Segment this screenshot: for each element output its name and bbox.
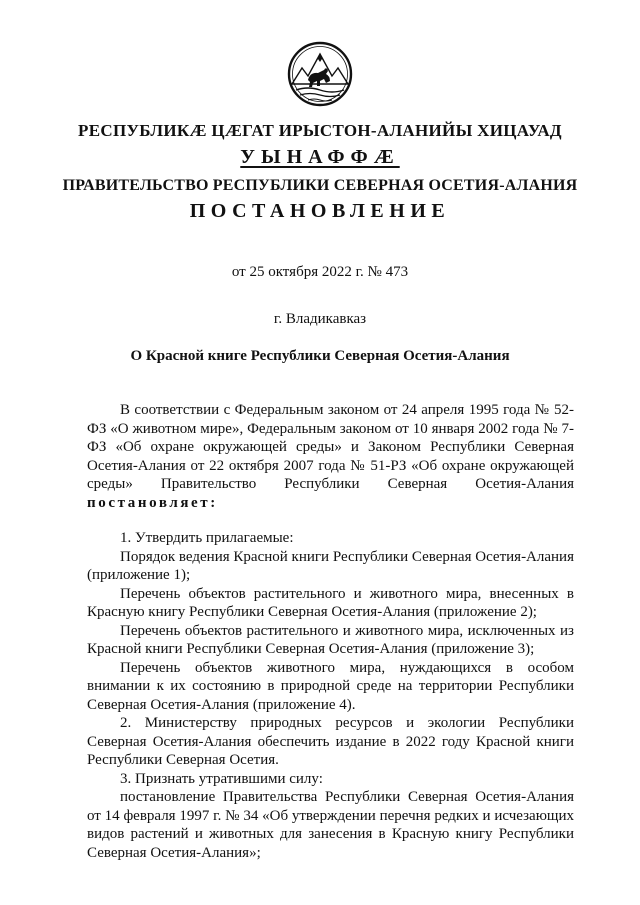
item-3-repealed-act: постановление Правительства Республики Северная Осетия-Алания от 14 февраля 1997 г. № 34 «Об утверждении перечня редких и исчезающих видов растений и животных для занесения в Красную книгу Республики Северная Осетия-Алания»; [87,789,574,861]
item-1-appendix-1: Порядок ведения Красной книги Республики Северная Осетия-Алания (приложение 1); [87,548,574,583]
decree-subject: О Красной книге Республики Северная Осетия-Алания [130,348,510,364]
item-1-appendix-2: Перечень объектов растительного и животного мира, внесенных в Красную книгу Республики Северная Осетия-Алания (приложение 2); [87,585,574,620]
item-1-appendix-4: Перечень объектов животного мира, нуждающихся в особом внимании к их состоянию в природной среде на территории Республики Северная Осетия-Алания (приложение 4). [87,659,574,713]
russian-decree-title: ПОСТАНОВЛЕНИЕ [189,200,451,222]
item-1: 1. Утвердить прилагаемые: [120,530,294,546]
item-2: 2. Министерству природных ресурсов и экологии Республики Северная Осетия-Алания обеспечить издание в 2022 году Красной книги Республики Северная Осетия. [87,715,574,768]
item-1-appendix-3: Перечень объектов растительного и животного мира, исключенных из Красной книги Республики Северная Осетия-Алания (приложение 3); [87,622,574,657]
decree-date-number: от 25 октября 2022 г. № 473 [231,264,409,280]
item-3: 3. Признать утратившими силу: [120,770,323,787]
decree-city: г. Владикавказ [273,311,367,327]
preamble-paragraph [87,401,574,512]
russian-government-title: ПРАВИТЕЛЬСТВО РЕСПУБЛИКИ СЕВЕРНАЯ ОСЕТИЯ-АЛАНИЯ [62,177,578,194]
ossetian-decree-title [0,146,640,169]
decree-body [87,401,574,862]
resolves-word: постановляет: [87,494,218,511]
ossetian-decree-text: УЫНАФФÆ [240,146,400,168]
ossetian-government-title: РЕСПУБЛИКÆ ЦÆГАТ ИРЫСТОН-АЛАНИЙЫ ХИЦАУАД [78,121,562,140]
coat-of-arms-emblem [286,40,354,108]
preamble-text: В соответствии с Федеральным законом от 24 апреля 1995 года № 52-ФЗ «О животном мире», Федеральным законом от 10 января 2002 года № 7-ФЗ «Об охране окружающей среды» и Законом Республики Северная Осетия-Алания от 22 октября 2007 года № 51-РЗ «Об охране окружающей среды» Правительство Республики Северная Осетия-Алания [87,402,574,492]
